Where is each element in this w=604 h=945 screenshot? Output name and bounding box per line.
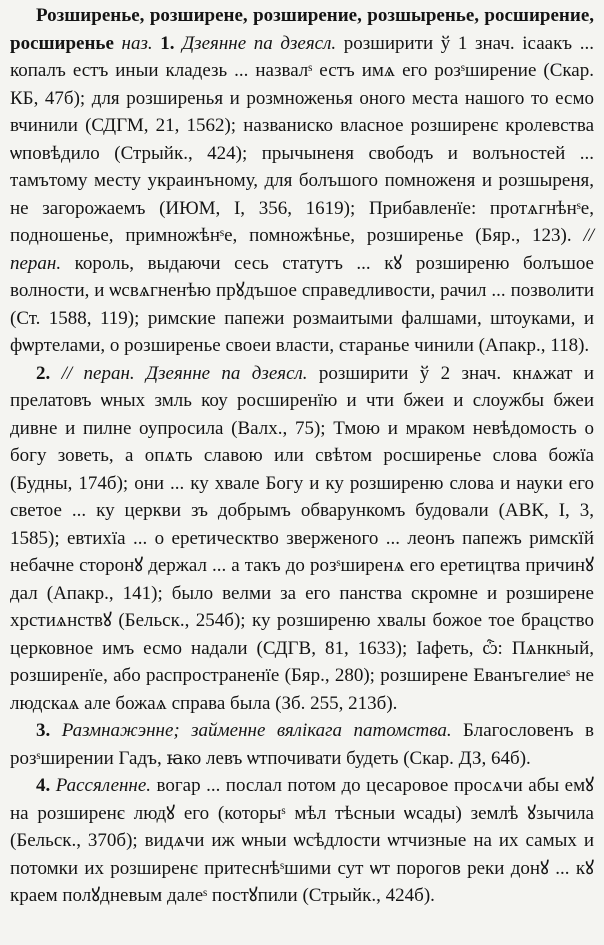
figurative-label: // перан. [10, 225, 594, 274]
sense-definition: Рассяленне. [55, 775, 152, 796]
part-of-speech: наз. [121, 32, 153, 54]
sense-4-paragraph [10, 772, 594, 910]
sense-definition: Дзеянне па дзеясл. [182, 32, 337, 54]
sense-1-paragraph [10, 2, 594, 360]
sense-text: розширити ў 1 знач. ісаакъ ... копалъ естъ иныи кладезь ... назвалˢ естъ имѧ его розˢширение (Скар. КБ, 47б); для розширенья и розмноженья оного места нашого то есмо вчинили (СДГМ, 21, 1562); названиско власное розширенє кролевства ѡповѣдило (Стрыйк., 424); прычыненя свободъ и волъностей ... тамътому месту украинъному, для болъшого помноженя и розшыреня, не загорожаемъ (ИЮМ, I, 356, 1619); Прибавленїе: протѧгнѣнˢе, подношенье, примножѣнˢе, помножѣнье, розширенье (Бяр., 123). [10, 32, 594, 246]
sense-text: Благословенъ в розˢширении Гадъ, ꙗко левъ ѡтпочивати будеть (Скар. ДЗ, 64б). [10, 720, 595, 769]
sense-number: 3. [36, 720, 51, 741]
sense-definition: // перан. Дзеянне па дзеясл. [61, 362, 308, 384]
sense-number: 1. [160, 32, 175, 54]
sense-text: вогар ... послал потом до цесаровое просѧчи абы емꙋ на розширенє людꙋ его (которыˢ мѣл тѣсныи ѡсады) землѣ ꙋзычила (Бельск., 370б); видѧчи иж ѡныи ѡсѣдлости ѡтчизные на их самых и потомки их розширенє притеснѣˢшими сут ѡт порогов реки донꙋ ... кꙋ краем полꙋдневым далеˢ постꙋпили (Стрыйк., 424б). [10, 775, 595, 906]
sense-3-paragraph [10, 717, 594, 772]
headword: Розширенье, розширене, розширение, розшыренье, росширение, росширенье [10, 5, 594, 54]
figurative-text: король, выдаючи сесь статутъ ... кꙋ розширеню болъшое волности, и ѡсвѧгненѣю прꙋдъшое справедливости, рачил ... позволити (Ст. 1588, 119); римские папежи розмаитыми фалшами, штоуками, и фѡртелами, о розширенье своеи власти, старанье чинили (Апакр., 118). [10, 252, 594, 356]
sense-2-paragraph [10, 360, 594, 718]
sense-text: розширити ў 2 знач. кнѧжат и прелатовъ ѡных змль коу росширенїю и чти бжеи и слоужбы бжеи дивне и пилне оупросила (Валх., 75); Тмою и мраком невѣдомость о богу зоветь, а опѧть славою или свѣтом росширенье слова божїа (Будны, 174б); они ... ку хвале Богу и ку розширеню слова и науки его светое ... ку церкви зъ добрымъ обварункомъ будовали (АВК, I, 3, 1585); евтихїа ... о еретическтво зверженого ... леонъ папежъ римскїй небачне сторонꙋ держал ... а такъ до розˢширенѧ его еретицтва причинꙋ дал (Апакр., 141); было велми за его панства скромне и розширене хрстиѧнствꙋ (Бельск., 254б); ку розширеню хвалы божое тое брацство церковное имъ есмо надали (СДГВ, 81, 1633); Іафеть, ѽ: Пѧнкный, розширенїе, або распространенїе (Бяр., 280); розширене Еванъгелиеˢ не людскаѧ але божаѧ справа была (Зб. 255, 213б). [10, 362, 594, 714]
sense-definition: Размнажэнне; займенне вялікага патомства. [61, 720, 452, 741]
sense-number: 4. [36, 775, 51, 796]
sense-number: 2. [36, 362, 51, 384]
